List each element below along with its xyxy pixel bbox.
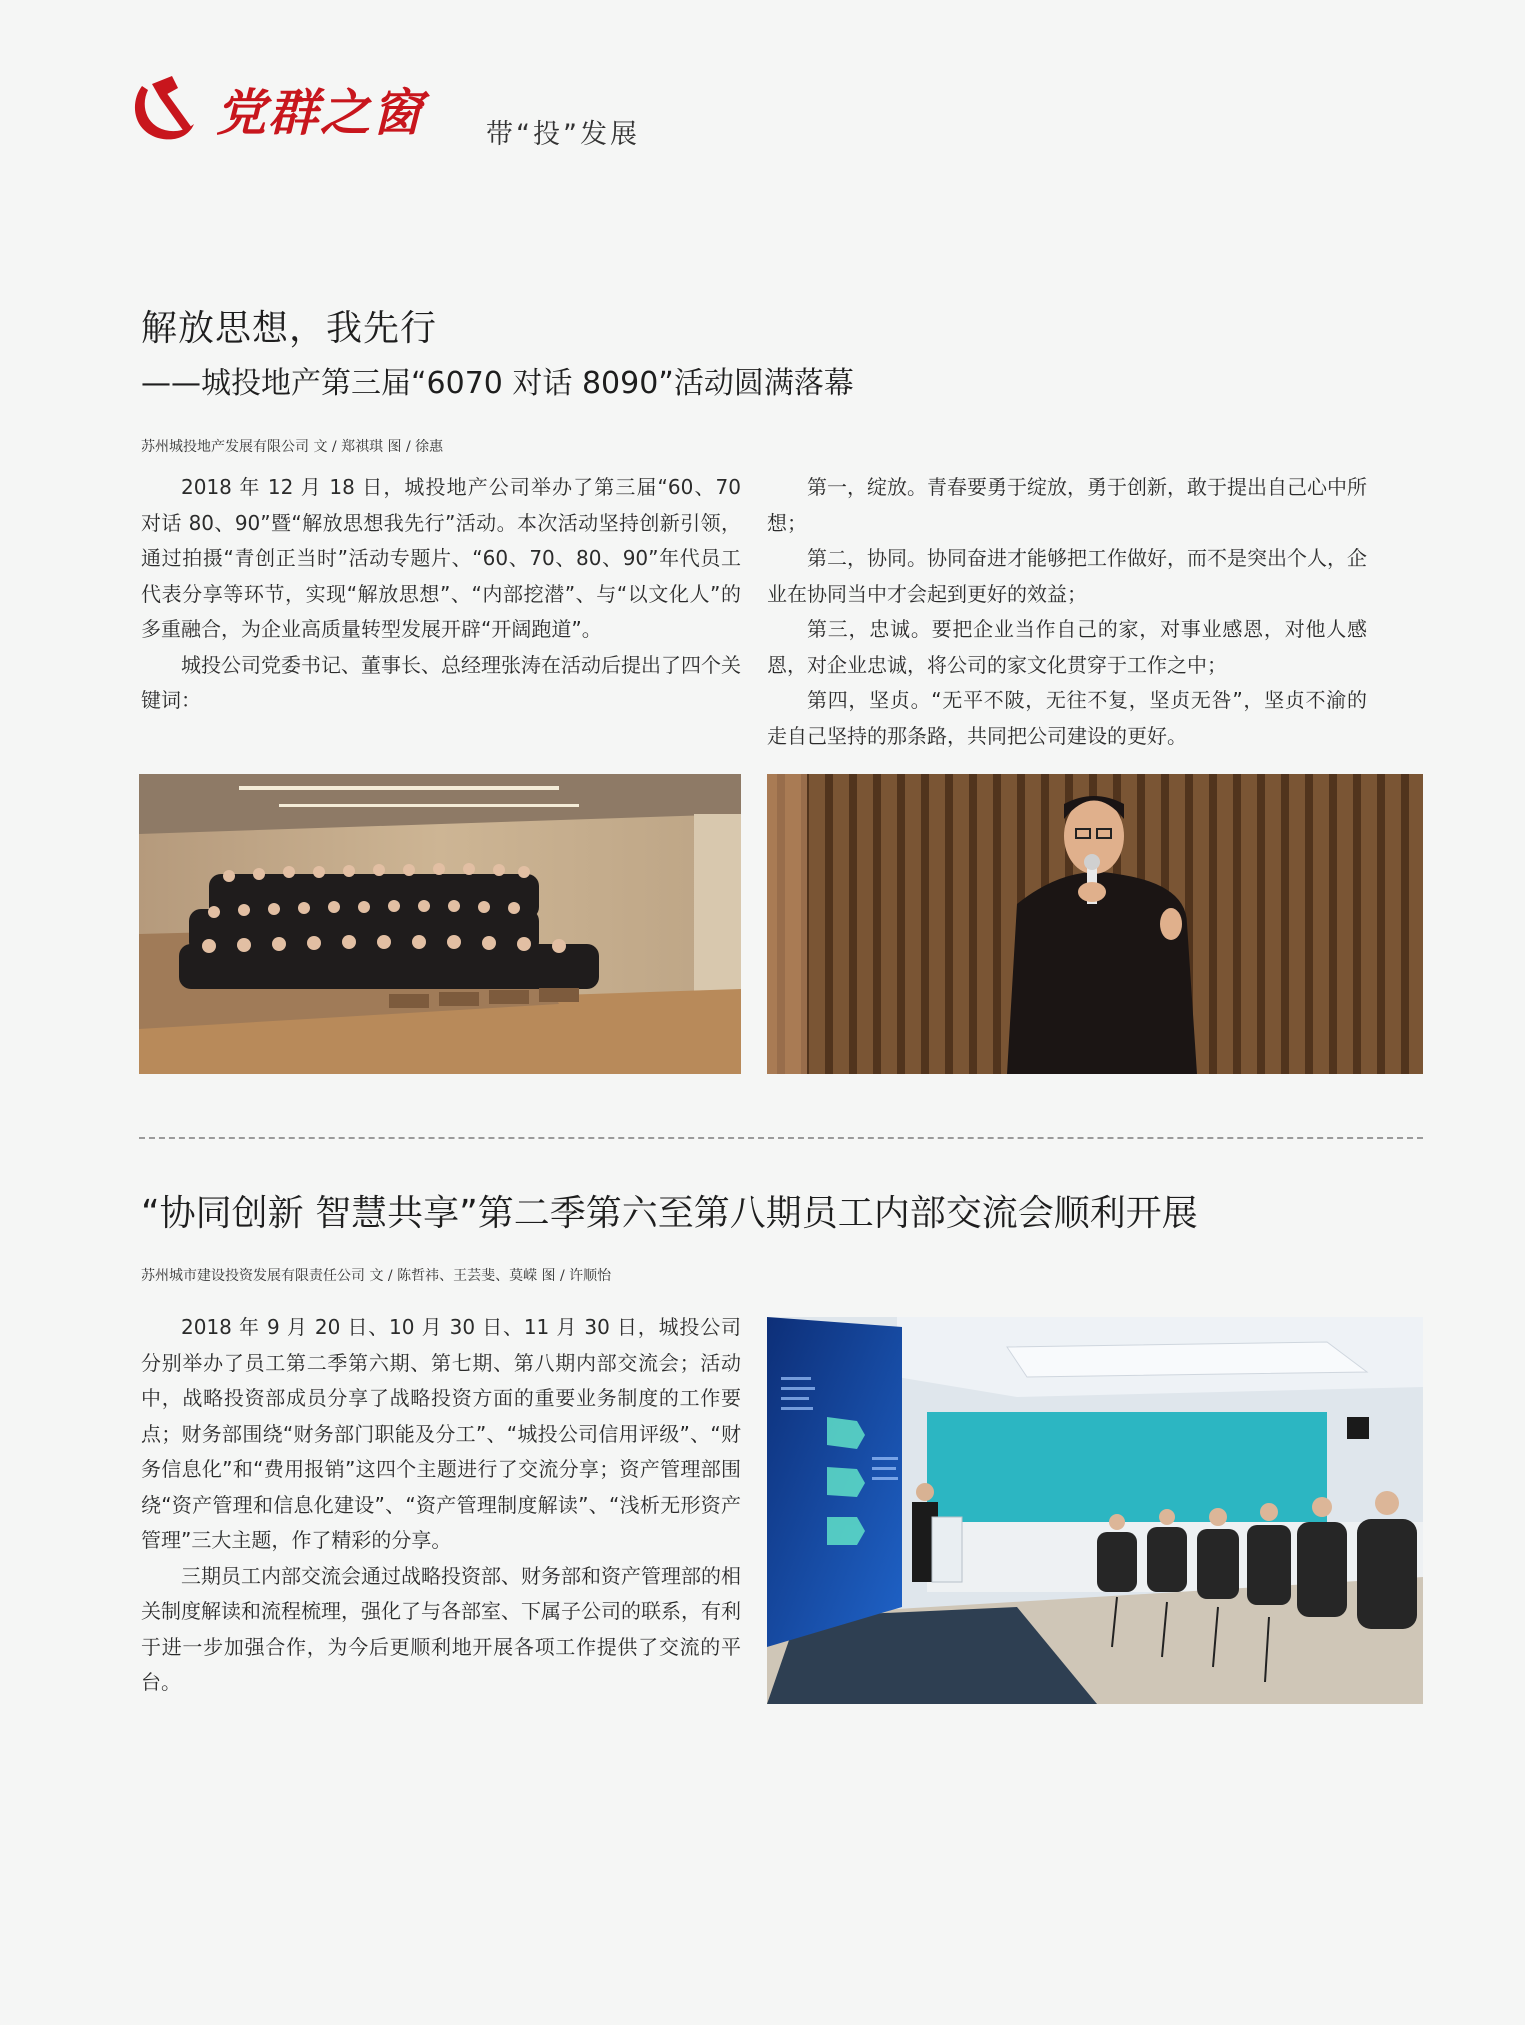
paragraph: 2018 年 9 月 20 日、10 月 30 日、11 月 30 日，城投公司分别举办了员工第二季第六期、第七期、第八期内部交流会；活动中，战略投资部成员分享了战略投资方面的重要业务制度的工作要点；财务部围绕“财务部门职能及分工”、“城投公司信用评级”、“财务信息化”和“费用报销”这四个主题进行了交流分享；资产管理部围绕“资产管理和信息化建设”、“资产管理制度解读”、“浅析无形资产管理”三大主题，作了精彩的分享。	[141, 1315, 741, 1552]
paragraph: 第三，忠诚。要把企业当作自己的家，对事业感恩，对他人感恩，对企业忠诚，将公司的家文化贯穿于工作之中；	[767, 617, 1367, 677]
paragraph: 第四，坚贞。“无平不陂，无往不复，坚贞无咎”，坚贞不渝的走自己坚持的那条路，共同把公司建设的更好。	[767, 688, 1367, 748]
section-divider	[139, 1137, 1423, 1139]
article1-byline: 苏州城投地产发展有限公司 文 / 郑祺琪 图 / 徐惠	[141, 439, 444, 455]
article2-column	[141, 1310, 741, 1701]
article2-byline: 苏州城市建设投资发展有限责任公司 文 / 陈哲祎、王芸斐、莫嵘 图 / 许顺怡	[141, 1268, 612, 1284]
paragraph: 第二，协同。协同奋进才能够把工作做好，而不是突出个人，企业在协同当中才会起到更好的效益；	[767, 546, 1367, 606]
party-logo	[128, 72, 548, 152]
group-photo	[139, 774, 741, 1074]
section-label: 带“投”发展	[486, 119, 640, 150]
article1-left-column	[141, 470, 741, 719]
paragraph: 城投公司党委书记、董事长、总经理张涛在活动后提出了四个关键词：	[141, 652, 741, 712]
meeting-photo	[767, 1317, 1423, 1704]
paragraph: 三期员工内部交流会通过战略投资部、财务部和资产管理部的相关制度解读和流程梳理，强化了与各部室、下属子公司的联系，有利于进一步加强合作，为今后更顺利地开展各项工作提供了交流的平台。	[141, 1563, 741, 1694]
article1-right-column	[767, 470, 1367, 754]
article1-subtitle: ——城投地产第三届“6070 对话 8090”活动圆满落幕	[141, 366, 854, 401]
hammer-sickle-logo-icon	[128, 72, 548, 152]
article2-title: “协同创新 智慧共享”第二季第六至第八期员工内部交流会顺利开展	[141, 1193, 1198, 1234]
paragraph: 2018 年 12 月 18 日，城投地产公司举办了第三届“60、70 对话 80、90”暨“解放思想我先行”活动。本次活动坚持创新引领，通过拍摄“青创正当时”活动专题片、“60、70、80、90”年代员工代表分享等环节，实现“解放思想”、“内部挖潜”、与“以文化人”的多重融合，为企业高质量转型发展开辟“开阔跑道”。	[141, 475, 741, 641]
logo-calligraphy: 党群之窗	[216, 83, 424, 142]
speaker-photo	[767, 774, 1423, 1074]
article1-title: 解放思想，我先行	[141, 308, 438, 349]
paragraph: 第一，绽放。青春要勇于绽放，勇于创新，敢于提出自己心中所想；	[767, 475, 1367, 535]
page-header	[128, 72, 1428, 162]
